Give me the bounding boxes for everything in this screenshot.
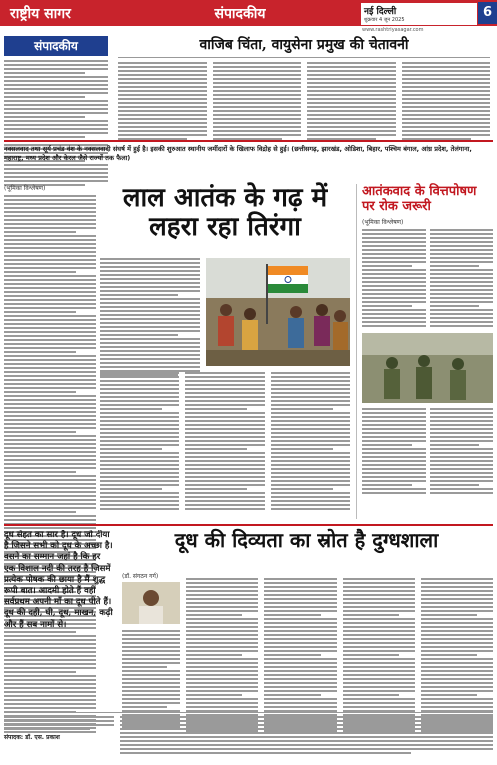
lead-strip-text: नक्सलवाद तथा सूर्य प्रचंड वंश के नक्सलवादी संघर्ष में हुई है। इसकी शुरुआत स्थानीय जमींदारों के खिलाफ विद्रोह से हुई। (छत्तीसगढ़, झारखंड, ओडिशा, बिहार, पश्चिम बंगाल, आंध्र प्रदेश, तेलंगाना, महाराष्ट्र, मध्य प्रदेश और केरल जैसे राज्यों तक फैला)	[4, 145, 472, 162]
bottom-left-box	[4, 530, 114, 708]
bottom-story-body-left	[122, 630, 180, 728]
top-story-headline-text: वाजिब चिंता, वायुसेना प्रमुख की चेतावनी	[199, 37, 409, 53]
website-label: www.rashtriyasagar.com	[362, 27, 424, 33]
date-label: शुक्रवार 4 जून 2025	[364, 17, 405, 23]
bottom-story-headline-text: दूध की दिव्यता का स्रोत है दुग्धशाला	[174, 528, 439, 552]
crowd-flag-image	[206, 258, 350, 366]
main-headline	[100, 184, 350, 252]
city-label: नई दिल्ली	[364, 7, 397, 17]
side-story-headline-line2: पर रोक जरूरी	[362, 199, 431, 214]
paper-name-text: राष्ट्रीय सागर	[10, 6, 71, 22]
editorial-label-text: संपादकीय	[34, 39, 78, 53]
section-title-text: संपादकीय	[214, 6, 266, 22]
main-body-left	[100, 258, 200, 376]
bottom-story-photo	[122, 582, 180, 624]
top-story-body	[118, 62, 490, 140]
main-body-cols	[100, 372, 350, 510]
bottom-story-byline: (डॉ. संगठन गर्ग)	[122, 573, 159, 580]
section-title	[180, 3, 300, 23]
footer-rule	[4, 712, 493, 713]
footer-lines	[120, 716, 493, 754]
side-story	[356, 184, 493, 519]
portrait-image	[122, 582, 180, 624]
main-left-column	[4, 184, 96, 519]
bottom-separator	[4, 524, 493, 526]
main-headline-line2: लहरा रहा तिरंगा	[149, 212, 301, 243]
paper-name	[10, 3, 130, 23]
soldiers-image	[362, 333, 493, 403]
main-left-byline: (भूमिका विश्लेषण)	[4, 185, 46, 192]
page-number: 6	[478, 2, 497, 24]
top-story-headline	[118, 34, 490, 56]
side-story-photo	[362, 333, 493, 403]
side-story-headline-line1: आतंकवाद के वित्तपोषण	[362, 184, 477, 199]
side-story-byline: (भूमिका विश्लेषण)	[362, 219, 404, 226]
top-story-rule	[118, 57, 490, 58]
footer-box	[4, 716, 114, 760]
bottom-left-text: दूध सेहत का सार है। दूध जो दीया है जिसने सभी को दूध के अच्छा है। वसने का सम्मान जहां है कि हर एक विशाल नदी की तरह है जिसमें प्रत्येक पोषक की छाया है मैं शुद्ध रूपी बात। आदमी होते हैं वहीं सर्वप्रथम अपनी माँ का दूध पीते हैं। दूध की दही, घी, दूध, माखन, कढ़ी और हैं सब नामों से।	[4, 530, 113, 630]
lead-strip	[4, 140, 493, 183]
main-headline-line1: लाल आतंक के गढ़ में	[122, 183, 328, 213]
footer-text: संपादक: डॉ. एस. प्रकाश	[4, 734, 60, 741]
bottom-story-headline	[120, 528, 493, 568]
main-story-photo	[206, 258, 350, 366]
editorial-label	[4, 36, 108, 56]
dateline-box	[360, 2, 478, 26]
bottom-story-body	[186, 578, 493, 732]
